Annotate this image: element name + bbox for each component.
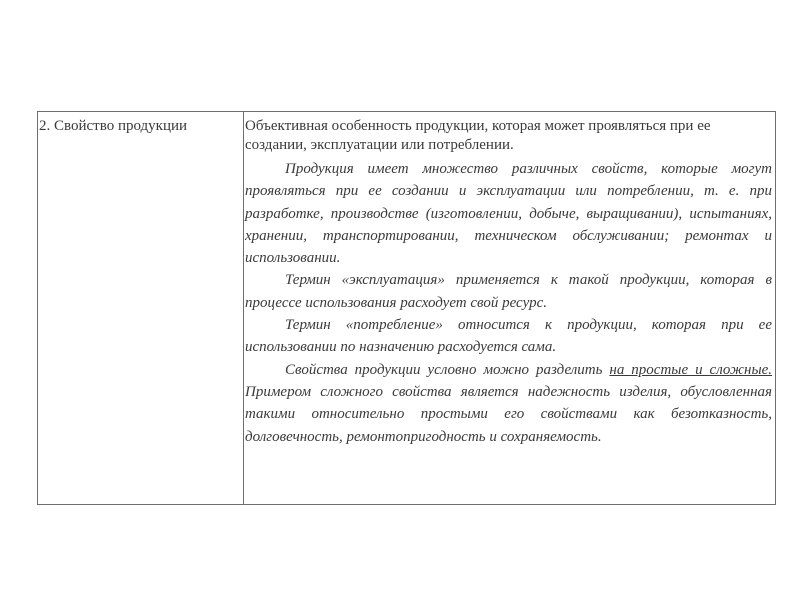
paragraph-consumption: Термин «потребление» относится к продукции, которая при ее использовании по назначению расходуется сама. (245, 317, 772, 356)
classification-intro: Свойства продукции условно можно разделить (285, 361, 610, 378)
classification-underlined: на простые и сложные. (609, 361, 773, 378)
paragraph-classification (245, 359, 772, 448)
classification-rest: Примером сложного свойства является надежность изделия, обусловленная такими относительно простыми его свойствами как безотказность, долговечность, ремонтопригодность и сохраняемость. (245, 383, 772, 445)
term-text: 2. Свойство продукции (39, 118, 188, 134)
paragraph-exploitation: Термин «эксплуатация» применяется к такой продукции, которая в процессе использования расходует свой ресурс. (245, 272, 772, 311)
definition-table (37, 111, 776, 505)
paragraph-properties: Продукция имеет множество различных свойств, которые могут проявляться при ее создании и эксплуатации или потреблении, т. е. при разработке, производстве (изготовлении, добыче, выращивании), испытаниях, хранении, транспортировании, техническом обслуживании; ремонтах и использовании. (245, 161, 772, 267)
definition-text: Объективная особенность продукции, которая может проявляться при ее создании, эксплуатации или потреблении. (245, 118, 711, 153)
definition-cell (244, 112, 775, 504)
term-cell (38, 112, 244, 504)
